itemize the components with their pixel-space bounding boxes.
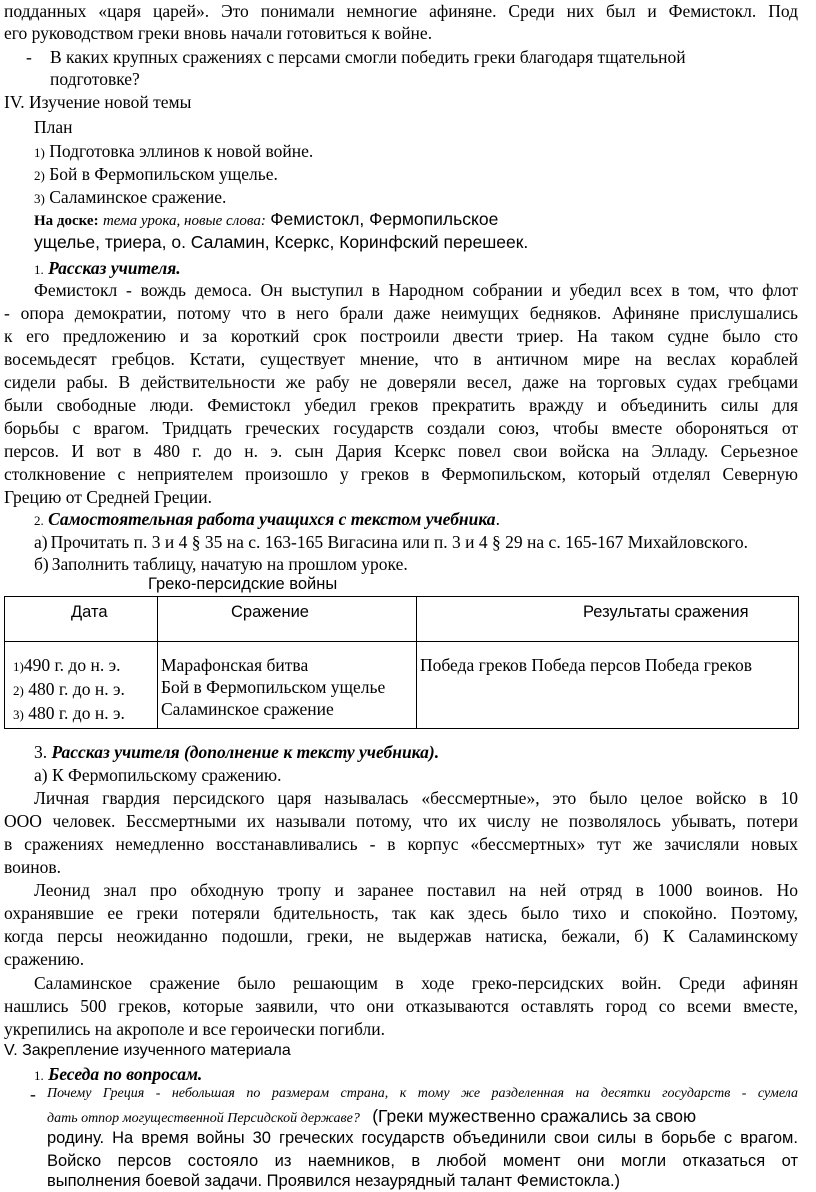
- section-5-sub-title: Беседа по вопросам.: [48, 1064, 203, 1084]
- story-3-num: 3.: [34, 742, 48, 762]
- story-1-num: 1.: [34, 262, 44, 277]
- plan-item-1: [34, 140, 313, 164]
- story-3-p3-line-2: нашлись 500 греков, которые заявили, что они отказываются оставлять город со всеми вместе,: [4, 996, 798, 1016]
- work-2-b: [34, 553, 408, 575]
- header-date: Дата: [5, 597, 158, 642]
- answer-line-2: Войско персов состояло из наемников, в любой момент они могли отказаться от: [47, 1152, 798, 1170]
- work-2-b-text: Заполнить таблицу, начатую на прошлом уроке.: [51, 554, 408, 574]
- section-5-num: 1.: [34, 1068, 44, 1083]
- story-3-p2-last: сражению.: [4, 949, 85, 969]
- plan-item-text: Подготовка эллинов к новой войне.: [49, 141, 314, 161]
- question-italic: дать отпор могущественной Персидской державе?: [47, 1111, 360, 1126]
- intro-line-2: его руководством греки вновь начали готовиться к войне.: [4, 23, 433, 43]
- table-caption: Греко-персидские войны: [148, 575, 338, 593]
- story-3-p3-line-1: Саламинское сражение было решающим в ходе греко-персидских войн. Среди афинян: [34, 973, 798, 993]
- work-2-a: [34, 531, 748, 553]
- story-3-p2-line-2: охранявшие ее греки потеряли бдительность, так как здесь было тихо и спокойно. Поэтому,: [4, 903, 798, 923]
- board-words-2: ущелье, триера, о. Саламин, Ксеркс, Коринфский перешеек.: [34, 232, 529, 252]
- story-1-heading: [34, 257, 181, 281]
- results-cell: [417, 642, 799, 729]
- date-num: 3): [13, 707, 24, 722]
- story-3-p1-last: воинов.: [4, 857, 62, 877]
- table-row: [5, 642, 799, 729]
- story-3-p2-line-1: Леонид знал про обходную тропу и заранее поставил на ней отряд в 1000 воинов. Но: [34, 880, 798, 900]
- story-1-line-8: персов. И вот в 480 г. до н. э. сын Дария Ксеркс повел свои войска на Элладу. Серьезное: [4, 441, 798, 461]
- story-3-p1-line-2: ООО человек. Бессмертными их называли потому, что их числу не позволялось убывать, потери: [4, 811, 798, 831]
- answer-last: выполнения боевой задачи. Проявился незаурядный талант Фемистокла.): [47, 1172, 621, 1190]
- date-value: 480 г. до н. э.: [28, 703, 125, 723]
- story-1-line-6: были свободные люди. Фемистокл убедил греков прекратить вражду и объединить силы для: [4, 395, 798, 415]
- work-2-heading: [34, 508, 500, 532]
- header-battle: Сражение: [158, 597, 417, 642]
- story-3-p1-line-1: Личная гвардия персидского царя называлась «бессмертные», это было целое войско в 10: [34, 788, 798, 808]
- story-3-p2-line-3: когда персы неожиданно подошли, греки, не выдержав натиска, бежали, б) К Саламинскому: [4, 926, 798, 946]
- battle-entry-1: Марафонская битва: [161, 655, 309, 675]
- question-dash-2: -: [30, 1084, 36, 1104]
- story-1-line-3: к его предложению и за короткий срок построили двести триер. На таком судне было сто: [4, 326, 798, 346]
- header-results: Результаты сражения: [417, 597, 799, 642]
- battle-entry-3: Саламинское сражение: [161, 699, 334, 719]
- board-words-1: Фемистокл, Фермопильское: [270, 209, 499, 229]
- plan-item-num: 2): [34, 168, 45, 183]
- work-2-title: Самостоятельная работа учащихся с текстом учебника: [48, 509, 496, 529]
- question-line-1: Почему Греция - небольшая по размерам страна, к тому же разделенная на десятки государств - сумела: [47, 1086, 798, 1101]
- story-1-last: Грецию от Средней Греции.: [4, 487, 212, 507]
- question-dash: -: [26, 47, 32, 67]
- intro-line-1: подданных «царя царей». Это понимали немногие афиняне. Среди них был и Фемистокл. Под: [4, 1, 798, 21]
- board-label: На доске:: [34, 213, 99, 229]
- answer-start: (Греки мужественно сражались за свою: [372, 1106, 697, 1126]
- plan-item-num: 3): [34, 191, 45, 206]
- work-2-period: .: [495, 509, 500, 529]
- date-entry-1: [13, 654, 157, 678]
- table-header-row: [5, 597, 799, 642]
- plan-label: План: [34, 117, 73, 137]
- question-line-2: подготовке?: [50, 69, 140, 89]
- results-text: Победа греков Победа персов Победа греков: [420, 655, 752, 675]
- story-3-p1-line-3: в сражениях немедленно восстанавливались - в корпус «бессмертных» тут же зачисляли новых: [4, 834, 798, 854]
- dates-cell: [5, 642, 158, 729]
- date-value: 490 г. до н. э.: [23, 655, 121, 675]
- date-entry-2: [13, 678, 157, 702]
- battles-table: [4, 596, 799, 729]
- plan-item-3: [34, 186, 226, 210]
- board-line-1: [34, 208, 498, 232]
- plan-item-num: 1): [34, 145, 45, 160]
- section-5-title: V. Закрепление изученного материала: [4, 1042, 291, 1059]
- work-2-b-num: б): [34, 554, 49, 574]
- date-value: 480 г. до н. э.: [28, 679, 125, 699]
- work-2-a-num: а): [34, 532, 48, 552]
- story-3-p3-last: укрепились на акрополе и все героически погибли.: [4, 1019, 385, 1039]
- board-italic: тема урока, новые слова:: [102, 213, 266, 229]
- plan-item-text: Саламинское сражение.: [49, 187, 227, 207]
- story-1-line-2: - опора демократии, потому что в него брали даже неимущих бедняков. Афиняне прислушались: [4, 303, 798, 323]
- story-3-title: Рассказ учителя (дополнение к тексту учебника).: [51, 742, 440, 762]
- story-1-line-4: восемьдесят гребцов. Кстати, существует мнение, что в античном мире на веслах кораблей: [4, 349, 798, 369]
- date-entry-3: [13, 702, 157, 726]
- work-2-a-text: Прочитать п. 3 и 4 § 35 на с. 163-165 Вигасина или п. 3 и 4 § 29 на с. 165-167 Михайловского.: [50, 532, 748, 552]
- story-1-line-9: столкновение с неприятелем произошло у греков в Фермопильском, который отделял Северную: [4, 464, 798, 484]
- work-2-num: 2.: [34, 513, 44, 528]
- answer-line-1: родину. На время войны 30 греческих государств объединили свои силы в борьбе с врагом.: [47, 1129, 798, 1147]
- story-1-line-5: сидели рабы. В действительности же рабу не доверяли весел, даже на торговых судах гребцами: [4, 372, 798, 392]
- date-num: 2): [13, 683, 24, 698]
- battle-entry-2: Бой в Фермопильском ущелье: [161, 677, 386, 697]
- battles-cell: [158, 642, 417, 729]
- plan-item-2: [34, 163, 278, 187]
- date-num: 1): [13, 659, 24, 674]
- section-4-title: IV. Изучение новой темы: [4, 92, 192, 112]
- story-1-title: Рассказ учителя.: [48, 258, 181, 278]
- story-3-heading: [34, 741, 439, 763]
- plan-item-text: Бой в Фермопильском ущелье.: [49, 164, 278, 184]
- story-3-sub-a: а) К Фермопильскому сражению.: [34, 765, 282, 785]
- question-line-1: В каких крупных сражениях с персами смогли победить греки благодаря тщательной: [50, 47, 686, 67]
- story-1-line-7: борьбы с врагом. Тридцать греческих государств создали союз, чтобы вместе обороняться от: [4, 418, 798, 438]
- story-1-line-1: Фемистокл - вождь демоса. Он выступил в Народном собрании и убедил всех в том, что флот: [34, 280, 798, 300]
